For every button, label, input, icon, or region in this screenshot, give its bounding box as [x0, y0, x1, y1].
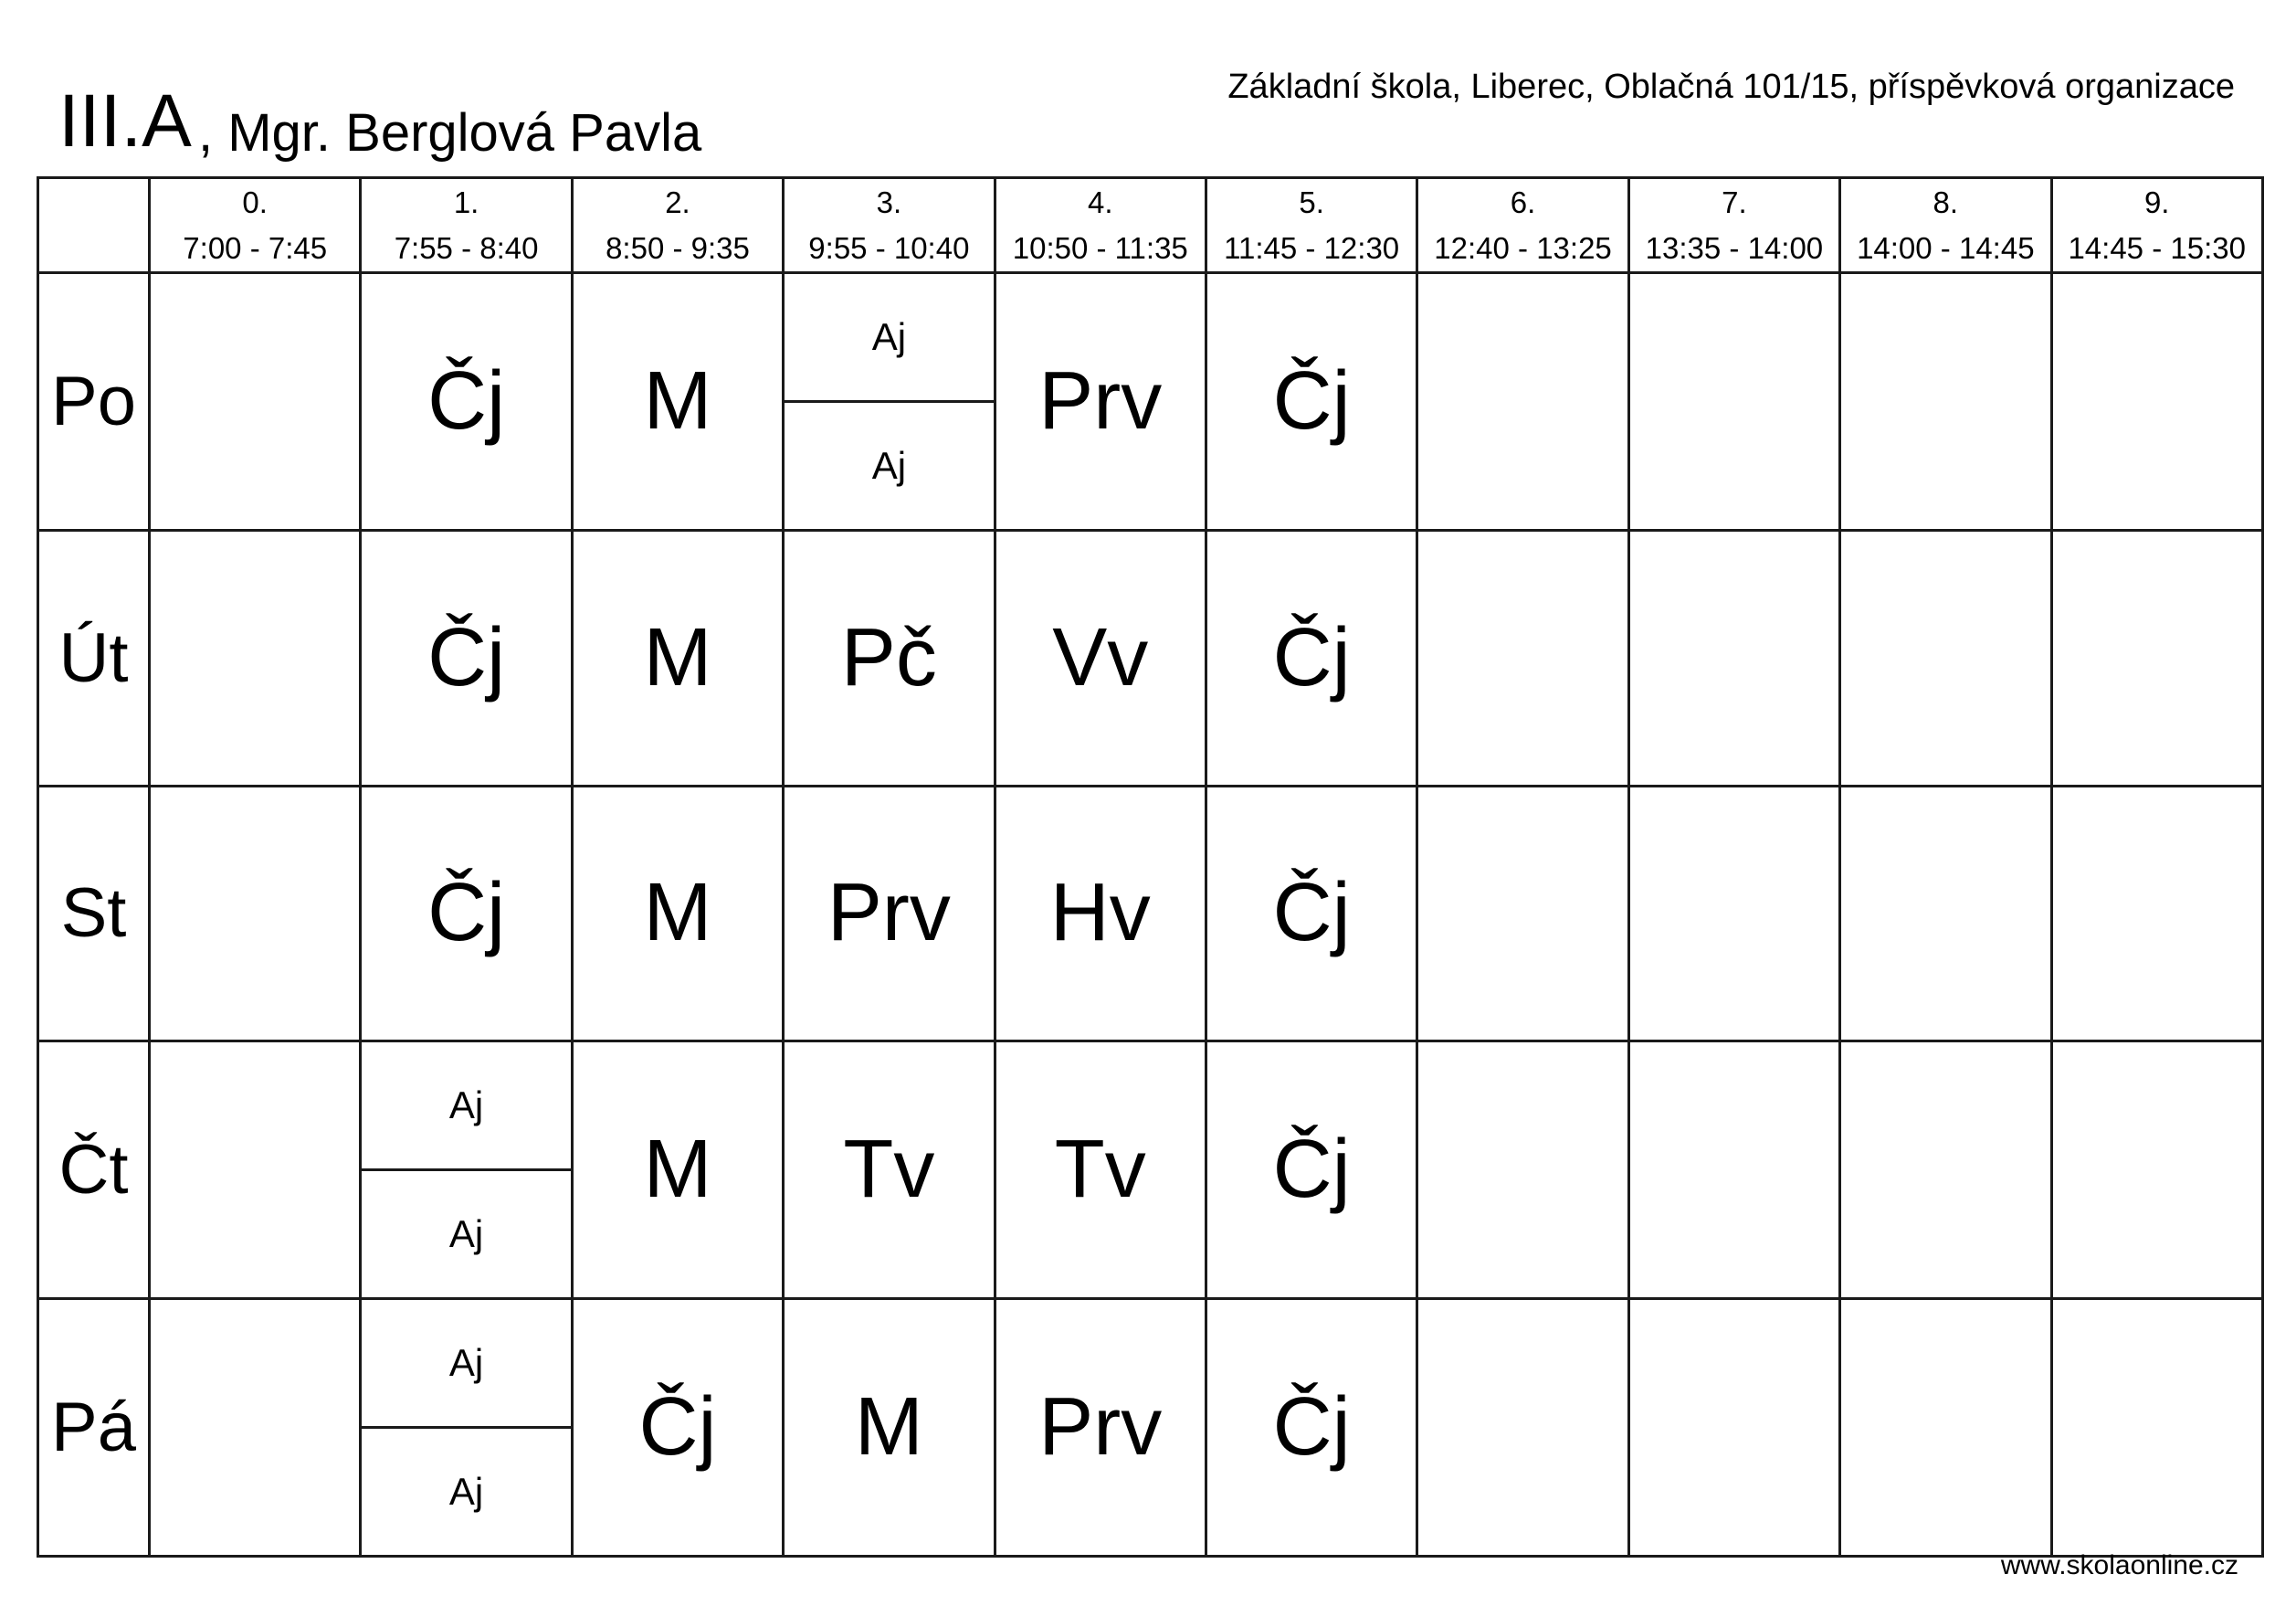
hour-time: 10:50 - 11:35 — [1012, 230, 1188, 265]
day-label: Čt — [38, 1041, 150, 1299]
day-label: St — [38, 786, 150, 1041]
lesson-cell: Čj — [1206, 1041, 1417, 1299]
hour-header-4 — [995, 178, 1206, 273]
lesson-cell: Hv — [995, 786, 1206, 1041]
hour-time: 9:55 - 10:40 — [808, 230, 970, 265]
hour-header-3 — [784, 178, 995, 273]
hours-header-row — [38, 178, 2263, 273]
hour-header-6 — [1417, 178, 1628, 273]
hour-header-2 — [572, 178, 783, 273]
day-row-po — [38, 273, 2263, 531]
hour-header-9 — [2051, 178, 2262, 273]
lesson-cell: M — [572, 786, 783, 1041]
lesson-cell: M — [572, 1041, 783, 1299]
lesson-cell: Čj — [361, 531, 572, 787]
hour-number: 5. — [1299, 185, 1324, 219]
lesson-cell-empty — [1628, 273, 1839, 531]
day-row-pa — [38, 1299, 2263, 1557]
hour-number: 1. — [453, 185, 479, 219]
hour-time: 7:55 - 8:40 — [394, 230, 539, 265]
hour-time: 8:50 - 9:35 — [606, 230, 750, 265]
split-lesson-cell — [361, 1299, 572, 1557]
hour-time: 7:00 - 7:45 — [183, 230, 328, 265]
lesson-cell-empty — [2051, 786, 2262, 1041]
group-lesson-bottom: Aj — [448, 1470, 484, 1514]
lesson-cell-empty — [1840, 1041, 2051, 1299]
lesson-cell-empty — [1628, 786, 1839, 1041]
school-name: Základní škola, Liberec, Oblačná 101/15, příspěvková organizace — [1227, 68, 2235, 106]
corner-cell — [38, 178, 150, 273]
class-name: III.A — [58, 79, 192, 163]
teacher-name: , Mgr. Berglová Pavla — [198, 103, 702, 163]
timetable — [37, 176, 2264, 1558]
lesson-cell-empty — [2051, 273, 2262, 531]
lesson-cell-empty — [150, 273, 361, 531]
lesson-cell: Čj — [572, 1299, 783, 1557]
lesson-cell: Vv — [995, 531, 1206, 787]
lesson-cell: Čj — [1206, 786, 1417, 1041]
lesson-cell-empty — [2051, 531, 2262, 787]
hour-header-8 — [1840, 178, 2051, 273]
lesson-cell-empty — [150, 531, 361, 787]
hour-number: 9. — [2143, 185, 2170, 219]
group-lesson-top: Aj — [362, 1300, 570, 1429]
lesson-cell-empty — [150, 786, 361, 1041]
lesson-cell-empty — [1840, 531, 2051, 787]
hour-time: 14:45 - 15:30 — [2068, 230, 2246, 265]
hour-header-7 — [1628, 178, 1839, 273]
lesson-cell: Prv — [995, 273, 1206, 531]
lesson-cell: Čj — [1206, 1299, 1417, 1557]
lesson-cell-empty — [1840, 786, 2051, 1041]
lesson-cell-empty — [1628, 1041, 1839, 1299]
group-lesson-top: Aj — [362, 1042, 570, 1171]
lesson-cell-empty — [2051, 1299, 2262, 1557]
lesson-cell: Čj — [361, 786, 572, 1041]
website-link[interactable]: www.skolaonline.cz — [2000, 1550, 2238, 1580]
lesson-cell: Čj — [1206, 273, 1417, 531]
hour-number: 3. — [876, 185, 902, 219]
hour-time: 11:45 - 12:30 — [1224, 230, 1400, 265]
group-lesson-top: Aj — [785, 274, 993, 403]
lesson-cell-empty — [1840, 1299, 2051, 1557]
lesson-cell-empty — [1840, 273, 2051, 531]
day-label: Út — [38, 531, 150, 787]
lesson-cell: Čj — [361, 273, 572, 531]
day-label: Pá — [38, 1299, 150, 1557]
group-lesson-bottom: Aj — [871, 444, 907, 487]
hour-time: 12:40 - 13:25 — [1434, 230, 1612, 265]
day-row-ut — [38, 531, 2263, 787]
day-label: Po — [38, 273, 150, 531]
hour-number: 4. — [1087, 185, 1113, 219]
hour-time: 13:35 - 14:00 — [1645, 230, 1824, 265]
lesson-cell: Prv — [995, 1299, 1206, 1557]
hour-number: 2. — [665, 185, 690, 219]
lesson-cell: Tv — [995, 1041, 1206, 1299]
lesson-cell-empty — [1417, 786, 1628, 1041]
day-row-ct — [38, 1041, 2263, 1299]
hour-header-5 — [1206, 178, 1417, 273]
lesson-cell: Pč — [784, 531, 995, 787]
hour-number: 8. — [1933, 185, 1959, 219]
hour-header-0 — [150, 178, 361, 273]
lesson-cell-empty — [1417, 1299, 1628, 1557]
lesson-cell: M — [572, 531, 783, 787]
lesson-cell-empty — [1417, 531, 1628, 787]
lesson-cell: Tv — [784, 1041, 995, 1299]
hour-header-1 — [361, 178, 572, 273]
lesson-cell-empty — [150, 1041, 361, 1299]
day-row-st — [38, 786, 2263, 1041]
split-lesson-cell — [784, 273, 995, 531]
hour-time: 14:00 - 14:45 — [1857, 230, 2035, 265]
lesson-cell: Čj — [1206, 531, 1417, 787]
lesson-cell-empty — [150, 1299, 361, 1557]
group-lesson-bottom: Aj — [448, 1212, 484, 1256]
lesson-cell: M — [784, 1299, 995, 1557]
hour-number: 0. — [242, 185, 268, 219]
lesson-cell-empty — [1628, 1299, 1839, 1557]
hour-number: 6. — [1510, 185, 1536, 219]
lesson-cell-empty — [1417, 1041, 1628, 1299]
lesson-cell-empty — [1628, 531, 1839, 787]
lesson-cell-empty — [1417, 273, 1628, 531]
split-lesson-cell — [361, 1041, 572, 1299]
lesson-cell: Prv — [784, 786, 995, 1041]
lesson-cell-empty — [2051, 1041, 2262, 1299]
hour-number: 7. — [1722, 185, 1747, 219]
lesson-cell: M — [572, 273, 783, 531]
